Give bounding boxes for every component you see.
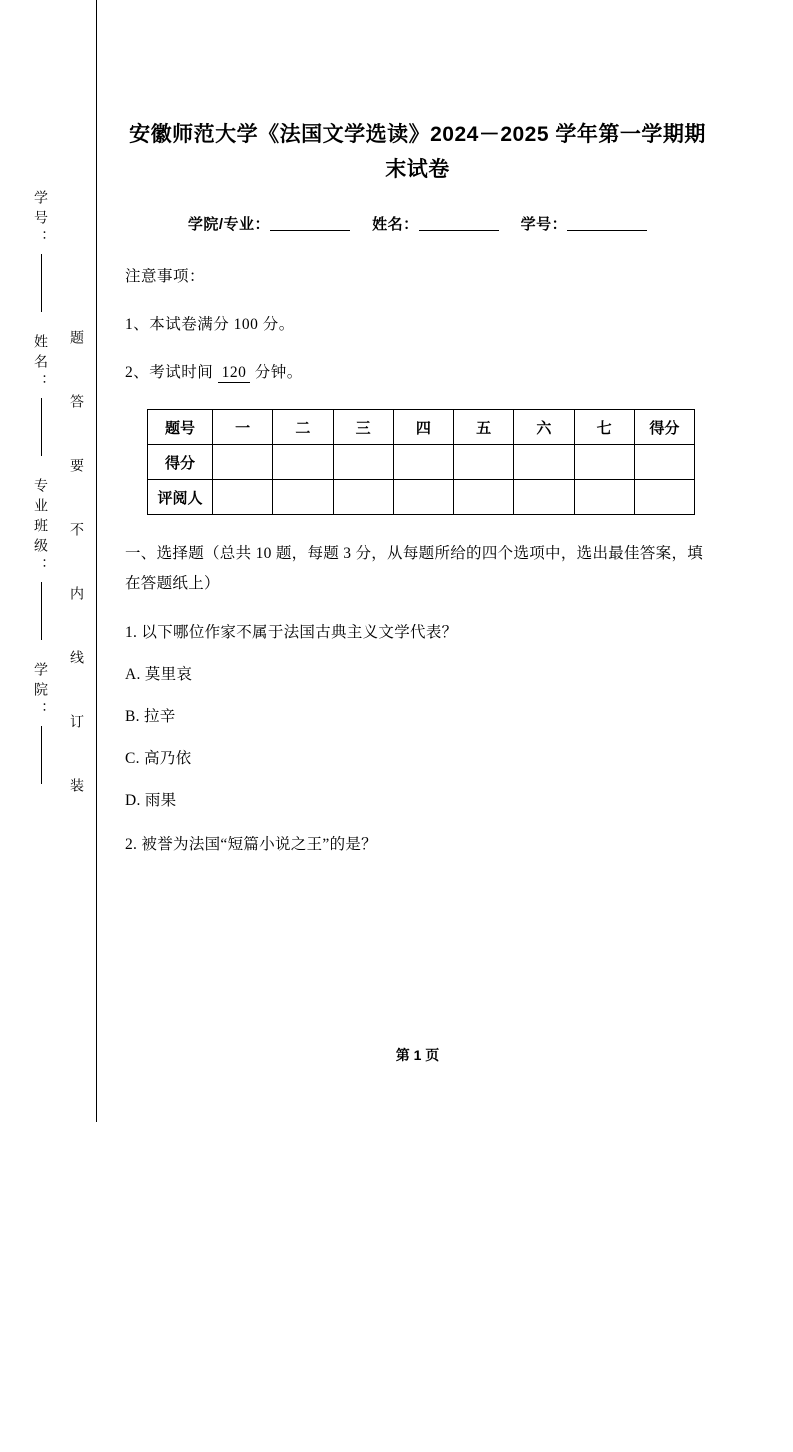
seal-outer-item — [34, 478, 48, 644]
table-row — [148, 445, 695, 480]
seal-rule — [41, 254, 42, 312]
score-table-cell[interactable] — [273, 480, 333, 515]
seal-rule — [41, 726, 42, 784]
score-table-cell[interactable] — [634, 480, 694, 515]
seal-char-da: 答 — [69, 394, 85, 414]
field-label-student-id: 学号： — [520, 216, 568, 234]
seal-char-ding: 订 — [69, 714, 85, 734]
score-table-header-cell: 七 — [574, 410, 634, 445]
score-table-cell[interactable] — [454, 445, 514, 480]
table-row — [148, 480, 695, 515]
notes-item-2-prefix: 2、考试时间 — [125, 364, 218, 382]
score-table-row-label: 得分 — [148, 445, 213, 480]
score-table-cell[interactable] — [213, 480, 273, 515]
question-1-choice-b[interactable]: B. 拉辛 — [125, 708, 176, 726]
score-table-cell[interactable] — [514, 445, 574, 480]
exam-paper-body — [125, 0, 710, 1122]
score-table-cell[interactable] — [333, 480, 393, 515]
score-table-cell[interactable] — [393, 445, 453, 480]
score-table-header-cell: 六 — [514, 410, 574, 445]
score-table-cell[interactable] — [514, 480, 574, 515]
question-1-number: 1. — [125, 624, 138, 642]
score-table-header-cell: 题号 — [148, 410, 213, 445]
seal-char-nei: 内 — [69, 586, 85, 606]
table-row-header — [148, 410, 695, 445]
notes-item-2 — [125, 360, 710, 383]
field-blank-college-major[interactable] — [270, 216, 350, 231]
score-table-header-cell: 得分 — [634, 410, 694, 445]
score-table-row-label: 评阅人 — [148, 480, 213, 515]
field-label-college-major: 学院/专业： — [187, 216, 271, 234]
score-table-cell[interactable] — [393, 480, 453, 515]
seal-char-zhuang: 装 — [69, 778, 85, 798]
score-table-cell[interactable] — [574, 480, 634, 515]
student-info-line — [125, 213, 710, 234]
score-table-header-cell: 三 — [333, 410, 393, 445]
seal-label-class: 专业班级： — [33, 478, 49, 578]
seal-outer-column — [24, 0, 58, 1312]
question-2-text: 被誉为法国“短篇小说之王”的是？ — [141, 836, 377, 854]
seal-outer-item — [34, 190, 48, 316]
field-blank-name[interactable] — [419, 216, 499, 231]
seal-char-yao: 要 — [69, 458, 85, 478]
score-table-header-cell: 五 — [454, 410, 514, 445]
notes-item-2-suffix: 分钟。 — [250, 364, 303, 382]
question-1-choice-d[interactable]: D. 雨果 — [125, 792, 177, 810]
question-1-choice-a[interactable]: A. 莫里哀 — [125, 666, 193, 684]
seal-label-college: 学院： — [33, 662, 49, 722]
notes-heading: 注意事项： — [125, 268, 206, 286]
score-table-header-cell: 一 — [213, 410, 273, 445]
score-table-cell[interactable] — [213, 445, 273, 480]
seal-rule — [41, 582, 42, 640]
question-1-text: 以下哪位作家不属于法国古典主义文学代表？ — [141, 624, 458, 642]
exam-duration-value: 120 — [218, 364, 251, 383]
seal-inner-column — [60, 0, 94, 1452]
score-table — [147, 409, 695, 515]
field-label-name: 姓名： — [372, 216, 419, 234]
score-table-header-cell: 二 — [273, 410, 333, 445]
score-table-header-cell: 四 — [393, 410, 453, 445]
question-1-choice-c[interactable]: C. 高乃依 — [125, 750, 192, 768]
seal-label-student-id: 学号： — [33, 190, 49, 250]
score-table-cell[interactable] — [574, 445, 634, 480]
notes-item-1: 1、本试卷满分 100 分。 — [125, 316, 295, 334]
seal-char-xian: 线 — [69, 650, 85, 670]
page-footer: 第 1 页 — [395, 1047, 440, 1063]
seal-outer-item — [34, 662, 48, 788]
section-1-heading: 一、选择题（总共 10 题，每题 3 分，从每题所给的四个选项中，选出最佳答案，填在答题纸上） — [125, 545, 704, 592]
seal-char-bu: 不 — [69, 522, 85, 542]
score-table-cell[interactable] — [454, 480, 514, 515]
score-table-cell[interactable] — [273, 445, 333, 480]
seal-label-name: 姓名： — [33, 334, 49, 394]
question-2-number: 2. — [125, 836, 138, 854]
sealing-line — [96, 0, 97, 1122]
question-1 — [125, 620, 710, 642]
score-table-cell[interactable] — [333, 445, 393, 480]
seal-char-ti: 题 — [69, 330, 85, 350]
page-title: 安徽师范大学《法国文学选读》2024－2025 学年第一学期期末试卷 — [129, 123, 706, 181]
score-table-cell[interactable] — [634, 445, 694, 480]
question-2 — [125, 832, 710, 854]
seal-rule — [41, 398, 42, 456]
field-blank-student-id[interactable] — [567, 216, 647, 231]
seal-outer-item — [34, 334, 48, 460]
